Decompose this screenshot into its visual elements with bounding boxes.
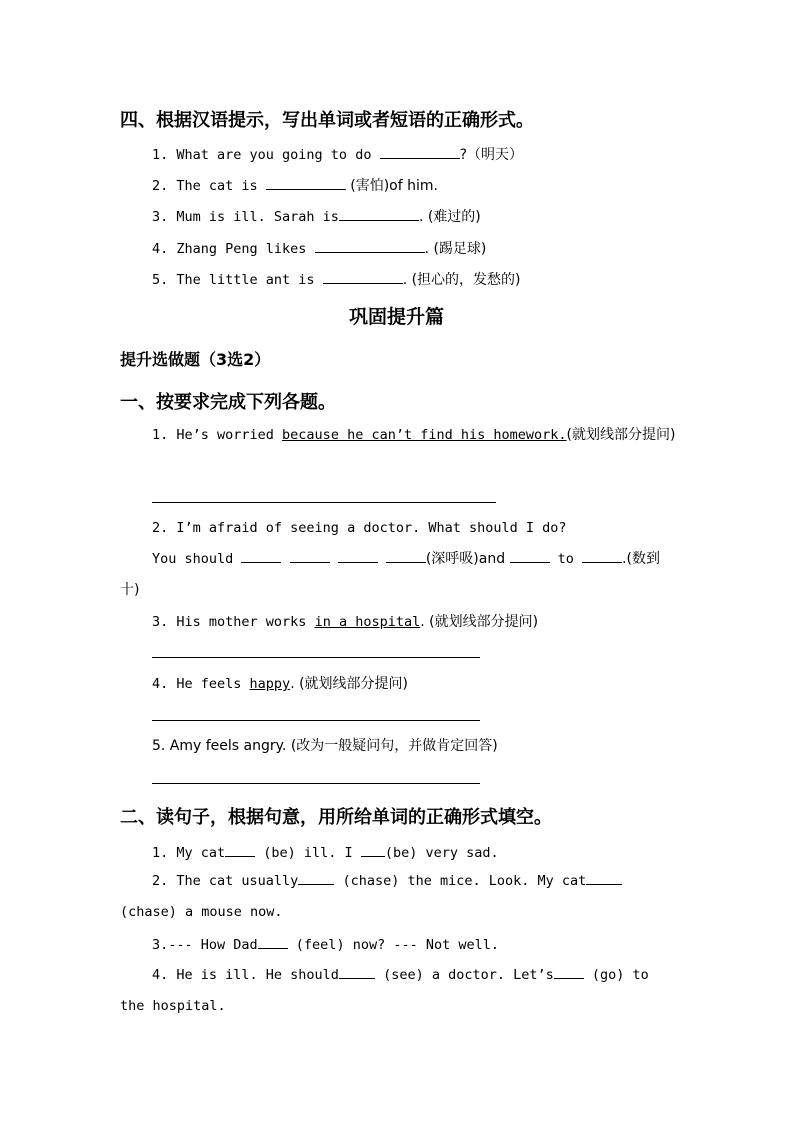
p2-q1: 1. My cat (be) ill. I (be) very sad. xyxy=(152,845,499,861)
p1-q2-line2: You should (深呼吸)and to .(数到十) xyxy=(120,551,660,598)
answer-blank[interactable] xyxy=(380,145,460,159)
s4-item-4: 4. Zhang Peng likes . (踢足球) xyxy=(152,241,487,257)
consolidate-title: 巩固提升篇 xyxy=(348,306,444,328)
answer-blank[interactable] xyxy=(586,871,622,885)
answer-blank[interactable] xyxy=(323,270,403,284)
answer-blank[interactable] xyxy=(266,176,346,190)
p2-q2: 2. The cat usually (chase) the mice. Look. My cat (chase) a mouse now. xyxy=(120,866,676,928)
answer-blank[interactable] xyxy=(510,549,550,563)
part-1-title: 一、按要求完成下列各题。 xyxy=(120,392,336,413)
consolidate-subtitle: 提升选做题（3选2） xyxy=(120,350,271,369)
p1-q2-line1: 2. I’m afraid of seeing a doctor. What should I do? xyxy=(152,520,567,536)
answer-line[interactable] xyxy=(152,783,480,784)
s4-item-2: 2. The cat is (害怕)of him. xyxy=(152,178,438,194)
p2-q4: 4. He is ill. He should (see) a doctor. Let’s (go) to the hospital. xyxy=(120,967,649,1014)
answer-blank[interactable] xyxy=(361,843,385,857)
answer-line[interactable] xyxy=(152,657,480,658)
answer-blank[interactable] xyxy=(554,965,584,979)
answer-blank[interactable] xyxy=(298,871,334,885)
answer-blank[interactable] xyxy=(315,239,425,253)
answer-line[interactable] xyxy=(152,502,496,503)
answer-blank[interactable] xyxy=(339,965,375,979)
answer-blank[interactable] xyxy=(241,549,281,563)
part-2-title: 二、读句子，根据句意，用所给单词的正确形式填空。 xyxy=(120,807,552,828)
p1-q1: 1. He’s worried because he can’t find his homework.(就划线部分提问) xyxy=(152,427,676,443)
answer-blank[interactable] xyxy=(339,207,419,221)
s4-item-1: 1. What are you going to do ?（明天） xyxy=(152,147,524,163)
answer-blank[interactable] xyxy=(582,549,622,563)
p1-q5: 5. Amy feels angry. (改为一般疑问句，并做肯定回答) xyxy=(152,738,498,754)
answer-blank[interactable] xyxy=(258,935,288,949)
p1-q3: 3. His mother works in a hospital. (就划线部分提问) xyxy=(152,614,539,630)
answer-blank[interactable] xyxy=(290,549,330,563)
section-4-title: 四、根据汉语提示，写出单词或者短语的正确形式。 xyxy=(120,110,534,131)
answer-line[interactable] xyxy=(152,720,480,721)
answer-blank[interactable] xyxy=(386,549,426,563)
answer-blank[interactable] xyxy=(338,549,378,563)
p1-q4: 4. He feels happy. (就划线部分提问) xyxy=(152,676,409,692)
p2-q3: 3.--- How Dad (feel) now? --- Not well. xyxy=(152,937,499,953)
s4-item-3: 3. Mum is ill. Sarah is . (难过的) xyxy=(152,209,481,225)
answer-blank[interactable] xyxy=(225,843,255,857)
s4-item-5: 5. The little ant is . (担心的，发愁的) xyxy=(152,272,521,288)
